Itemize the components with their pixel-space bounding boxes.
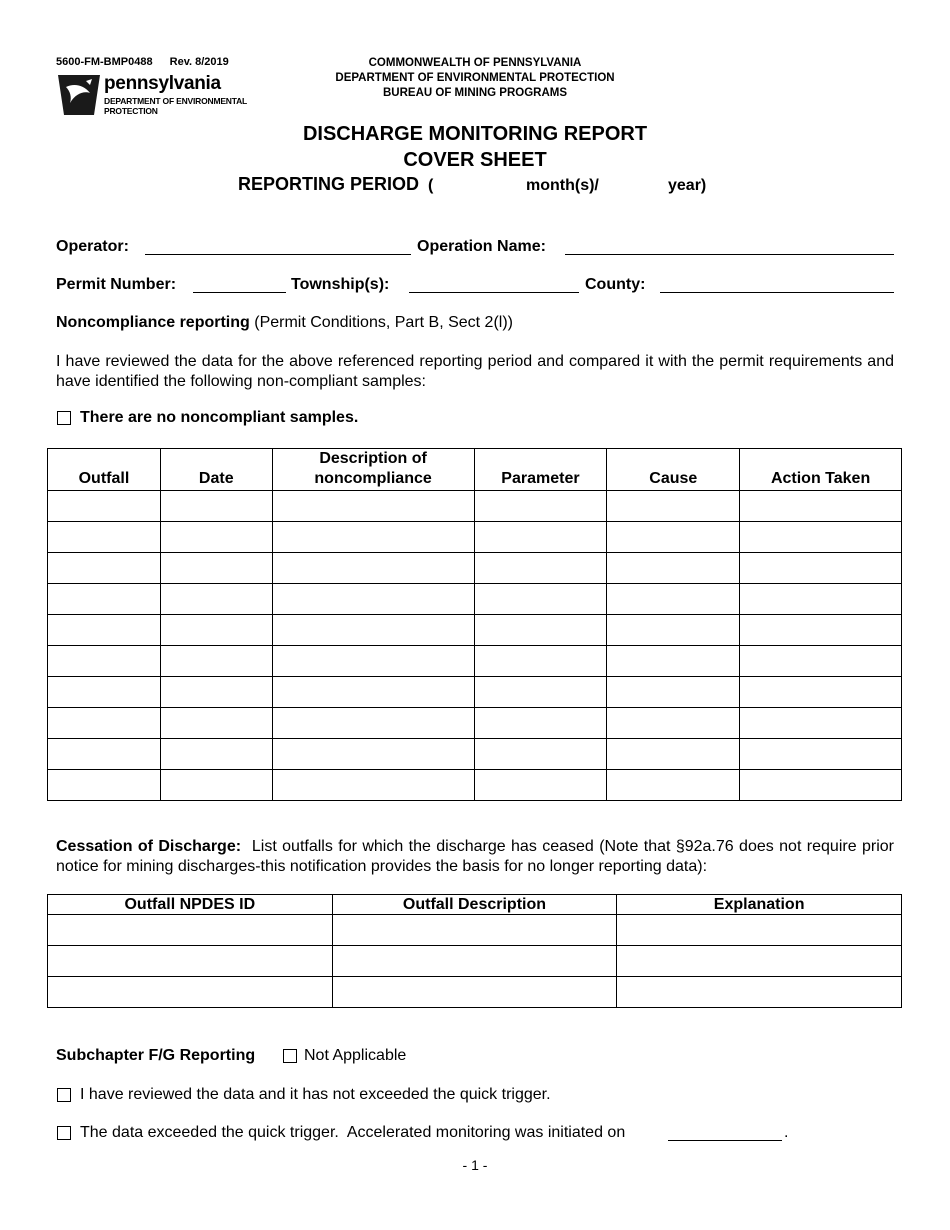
table-cell[interactable]: [48, 770, 161, 801]
table-row: [48, 915, 902, 946]
table-cell[interactable]: [272, 677, 474, 708]
noncompliance-title: Noncompliance reporting: [56, 314, 250, 331]
reporting-period-year[interactable]: year): [668, 177, 707, 194]
table-cell[interactable]: [160, 615, 272, 646]
table-cell[interactable]: [474, 739, 607, 770]
table-row: [48, 491, 902, 522]
table-cell[interactable]: [48, 677, 161, 708]
table-cell[interactable]: [740, 491, 902, 522]
cessation-table: [47, 894, 902, 1008]
table-cell[interactable]: [48, 522, 161, 553]
table-cell[interactable]: [607, 553, 740, 584]
table-cell[interactable]: [160, 677, 272, 708]
noncompliance-statement: I have reviewed the data for the above referenced reporting period and compared it with the permit requirements and have identified the following non-compliant samples:: [56, 353, 894, 390]
table-cell[interactable]: [272, 739, 474, 770]
county-label: County:: [585, 276, 646, 293]
col-parameter: Parameter: [474, 449, 607, 491]
table-cell[interactable]: [617, 915, 902, 946]
table-cell[interactable]: [607, 615, 740, 646]
page-number: - 1 -: [462, 1157, 488, 1173]
cessation-table-header: [48, 895, 902, 915]
form-revision: Rev. 8/2019: [169, 56, 229, 68]
table-cell[interactable]: [740, 677, 902, 708]
reporting-period-label: REPORTING PERIOD: [238, 174, 420, 194]
table-cell[interactable]: [48, 553, 161, 584]
operator-label: Operator:: [56, 238, 129, 255]
table-cell[interactable]: [740, 584, 902, 615]
permit-number-field[interactable]: [193, 292, 286, 293]
table-cell[interactable]: [272, 708, 474, 739]
table-cell[interactable]: [474, 615, 607, 646]
logo-subtitle-line-1: DEPARTMENT OF ENVIRONMENTAL: [104, 96, 248, 106]
table-row: [48, 977, 902, 1008]
table-row: [48, 946, 902, 977]
table-cell[interactable]: [160, 522, 272, 553]
county-field[interactable]: [660, 292, 894, 293]
quick-trigger-exceeded-label: The data exceeded the quick trigger. Accelerated monitoring was initiated on: [80, 1124, 626, 1141]
subchapter-heading: Subchapter F/G Reporting: [56, 1047, 256, 1064]
table-cell[interactable]: [740, 646, 902, 677]
table-row: [48, 522, 902, 553]
table-cell[interactable]: [474, 522, 607, 553]
not-applicable-label: Not Applicable: [304, 1047, 407, 1064]
table-cell[interactable]: [48, 977, 333, 1008]
form-id: [56, 56, 229, 68]
quick-trigger-not-exceeded-checkbox[interactable]: [57, 1088, 71, 1102]
table-row: [48, 739, 902, 770]
operation-name-label: Operation Name:: [417, 238, 546, 255]
permit-number-label: Permit Number:: [56, 276, 177, 293]
cessation-heading: Cessation of Discharge:: [56, 838, 242, 855]
table-cell[interactable]: [607, 491, 740, 522]
cessation-text: List outfalls for which the discharge has ceased (Note that §92a.76 does not require prior notice for mining discharges-this notification provides the basis for no longer reporting data):: [56, 838, 895, 875]
report-title: DISCHARGE MONITORING REPORT: [302, 123, 648, 145]
noncompliance-table: [47, 448, 902, 801]
table-cell[interactable]: [617, 946, 902, 977]
operator-field[interactable]: [145, 254, 411, 255]
pa-keystone-logo-icon: [56, 73, 102, 117]
table-row: [48, 708, 902, 739]
table-cell[interactable]: [607, 677, 740, 708]
table-cell[interactable]: [272, 770, 474, 801]
table-cell[interactable]: [474, 770, 607, 801]
col-action-taken: Action Taken: [740, 449, 902, 491]
table-cell[interactable]: [272, 491, 474, 522]
col-description-line-2: noncompliance: [314, 470, 432, 487]
table-row: [48, 677, 902, 708]
col-outfall: Outfall: [48, 449, 161, 491]
table-cell[interactable]: [740, 708, 902, 739]
table-cell[interactable]: [332, 915, 617, 946]
table-cell[interactable]: [160, 584, 272, 615]
table-cell[interactable]: [160, 708, 272, 739]
agency-line-2: DEPARTMENT OF ENVIRONMENTAL PROTECTION: [335, 72, 615, 84]
col-description-line-1: Description of: [319, 450, 427, 467]
table-cell[interactable]: [272, 615, 474, 646]
reporting-period-paren: (: [428, 177, 434, 194]
noncompliance-heading: [56, 314, 513, 332]
table-cell[interactable]: [474, 491, 607, 522]
table-cell[interactable]: [474, 584, 607, 615]
agency-line-1: COMMONWEALTH OF PENNSYLVANIA: [368, 57, 582, 69]
table-cell[interactable]: [607, 584, 740, 615]
quick-trigger-not-exceeded-label: I have reviewed the data and it has not exceeded the quick trigger.: [80, 1086, 551, 1103]
operation-name-field[interactable]: [565, 254, 894, 255]
table-cell[interactable]: [607, 646, 740, 677]
table-cell[interactable]: [160, 770, 272, 801]
table-cell[interactable]: [474, 677, 607, 708]
noncompliance-table-header: [48, 449, 902, 491]
table-row: [48, 770, 902, 801]
table-cell[interactable]: [617, 977, 902, 1008]
table-cell[interactable]: [474, 553, 607, 584]
table-cell[interactable]: [48, 491, 161, 522]
table-cell[interactable]: [160, 646, 272, 677]
table-cell[interactable]: [160, 553, 272, 584]
table-cell[interactable]: [607, 522, 740, 553]
townships-label: Township(s):: [291, 276, 390, 293]
reporting-period: [238, 174, 433, 195]
reporting-period-months[interactable]: month(s)/: [526, 177, 599, 194]
logo-subtitle: [104, 96, 247, 116]
noncompliance-reference: (Permit Conditions, Part B, Sect 2(l)): [254, 314, 513, 331]
table-row: [48, 615, 902, 646]
table-cell[interactable]: [48, 915, 333, 946]
table-cell[interactable]: [272, 584, 474, 615]
not-applicable-checkbox[interactable]: [283, 1049, 297, 1063]
table-cell[interactable]: [740, 522, 902, 553]
form-number: 5600-FM-BMP0488: [56, 56, 153, 68]
col-outfall-description: Outfall Description: [332, 895, 617, 915]
col-outfall-npdes-id: Outfall NPDES ID: [48, 895, 333, 915]
table-cell[interactable]: [474, 708, 607, 739]
logo-wordmark: pennsylvania: [104, 73, 221, 94]
no-noncompliant-checkbox[interactable]: [57, 411, 71, 425]
col-date: Date: [160, 449, 272, 491]
report-subtitle: COVER SHEET: [403, 149, 547, 171]
table-cell[interactable]: [740, 553, 902, 584]
table-cell[interactable]: [740, 770, 902, 801]
agency-line-3: BUREAU OF MINING PROGRAMS: [383, 87, 567, 99]
cessation-paragraph: [56, 837, 894, 877]
table-cell[interactable]: [272, 522, 474, 553]
table-row: [48, 584, 902, 615]
table-cell[interactable]: [160, 739, 272, 770]
townships-field[interactable]: [409, 292, 579, 293]
table-cell[interactable]: [474, 646, 607, 677]
table-cell[interactable]: [48, 646, 161, 677]
table-cell[interactable]: [48, 584, 161, 615]
table-cell[interactable]: [332, 977, 617, 1008]
sentence-period: .: [784, 1124, 789, 1141]
table-cell[interactable]: [740, 615, 902, 646]
table-cell[interactable]: [48, 946, 333, 977]
table-cell[interactable]: [607, 708, 740, 739]
table-cell[interactable]: [48, 615, 161, 646]
table-cell[interactable]: [272, 553, 474, 584]
table-cell[interactable]: [607, 739, 740, 770]
accelerated-monitoring-date-field[interactable]: [668, 1140, 782, 1141]
table-cell[interactable]: [48, 708, 161, 739]
col-explanation: Explanation: [617, 895, 902, 915]
table-cell[interactable]: [48, 739, 161, 770]
table-row: [48, 646, 902, 677]
agency-block: [300, 56, 650, 101]
table-cell[interactable]: [272, 646, 474, 677]
no-noncompliant-label: There are no noncompliant samples.: [80, 409, 359, 426]
table-cell[interactable]: [332, 946, 617, 977]
col-description: [272, 449, 474, 491]
table-cell[interactable]: [607, 770, 740, 801]
table-cell[interactable]: [160, 491, 272, 522]
quick-trigger-exceeded-checkbox[interactable]: [57, 1126, 71, 1140]
logo-subtitle-line-2: PROTECTION: [104, 106, 158, 116]
col-cause: Cause: [607, 449, 740, 491]
table-row: [48, 553, 902, 584]
table-cell[interactable]: [740, 739, 902, 770]
